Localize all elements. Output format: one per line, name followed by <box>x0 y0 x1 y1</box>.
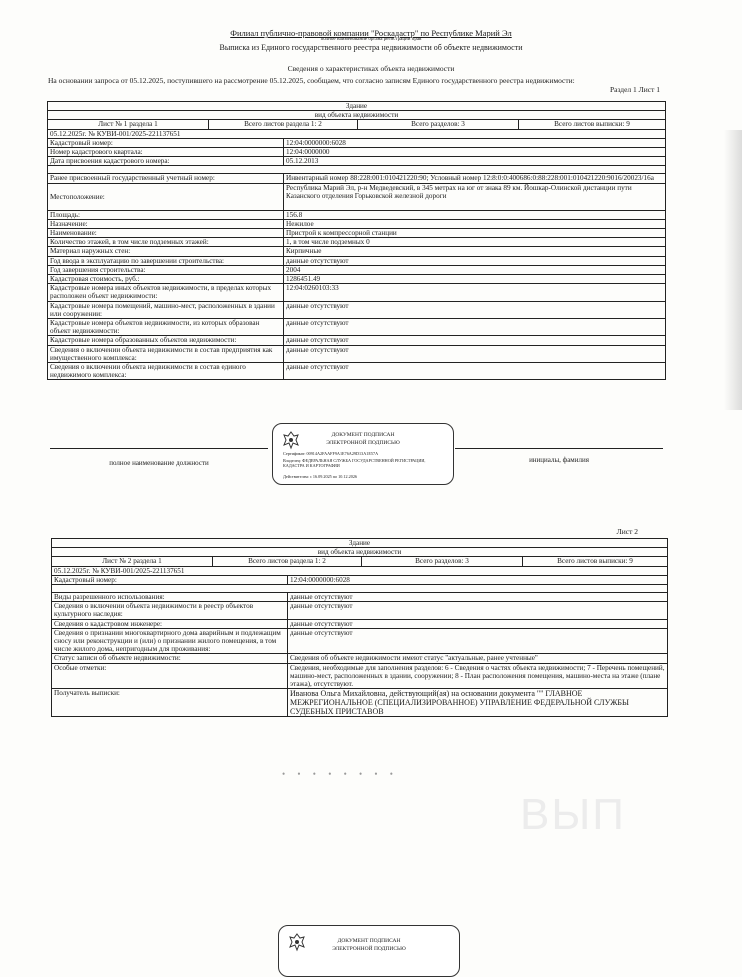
stamp-owner: Владелец: ФЕДЕРАЛЬНАЯ СЛУЖБА ГОСУДАРСТВЕННОЙ РЕГИСТРАЦИИ, КАДАСТРА И КАРТОГРАФИИ <box>283 458 426 468</box>
row-label: Площадь: <box>48 210 284 219</box>
row-label: Год ввода в эксплуатацию по завершении строительства: <box>48 256 284 265</box>
row-value: Пристрой к компрессорной станции <box>284 229 666 238</box>
row-value: данные отсутствуют <box>288 628 668 654</box>
row-label: Сведения о включении объекта недвижимости в реестр объектов культурного наследия: <box>52 602 288 619</box>
row-value: Кирпичные <box>284 247 666 256</box>
row-value: 1, в том числе подземных 0 <box>284 238 666 247</box>
form-table-page2 <box>51 538 668 717</box>
extract-reference: 05.12.2025г. № КУВИ-001/2025-221137651 <box>52 566 668 575</box>
sheet-label-1: Раздел 1 Лист 1 <box>609 85 660 94</box>
row-label: Сведения о признании многоквартирного дома аварийным и подлежащим сносу или реконструкции и (или) о признании жилого помещения, в том числе жилого дома, непригодным для проживания: <box>52 628 288 654</box>
row-value: 12:04:0000000 <box>284 148 666 157</box>
row-value: данные отсутствуют <box>288 619 668 628</box>
row-label: Кадастровый номер: <box>52 575 288 584</box>
row-value: Сведения об объекте недвижимости имеют статус "актуальные, ранее учтенные" <box>288 654 668 663</box>
scan-edge-shadow <box>724 130 742 410</box>
row-value: Сведения, необходимые для заполнения разделов: 6 - Сведения о частях объекта недвижимости; 7 - Перечень помещений, машино-мест, расположенных в здании, сооружении; 8 - План расположения помещения, машино-места на этаже (плане этажа), отсутствуют. <box>288 663 668 689</box>
row-label: Виды разрешенного использования: <box>52 593 288 602</box>
row-label: Наименование: <box>48 229 284 238</box>
row-label: Ранее присвоенный государственный учетный номер: <box>48 174 284 183</box>
signature-position-caption: полное наименование должности <box>109 459 209 467</box>
row-value: данные отсутствуют <box>284 363 666 380</box>
row-value: Инвентарный номер 88:228:001:010421220:90; Условный номер 12:8:0:0:400686:0:88:228:001:010421220:9016/20023/16а <box>284 174 666 183</box>
sheet-info-row <box>48 120 666 129</box>
stamp-line1: ДОКУМЕНТ ПОДПИСАН <box>331 432 395 438</box>
stamp-line1: ДОКУМЕНТ ПОДПИСАН <box>337 938 401 944</box>
row-label: Кадастровые номера иных объектов недвижимости, в пределах которых расположен объект недвижимости: <box>48 284 284 301</box>
object-type: Здание <box>52 539 668 548</box>
total-sheets: Всего листов выписки: 9 <box>554 120 630 129</box>
row-label: Кадастровая стоимость, руб.: <box>48 275 284 284</box>
row-value: Нежилое <box>284 219 666 228</box>
row-value: Иванова Ольга Михайловна, действующий(ая) на основании документа "" ГЛАВНОЕ МЕЖРЕГИОНАЛЬНОЕ (СПЕЦИАЛИЗИРОВАННОЕ) УПРАВЛЕНИЕ ФЕДЕРАЛЬНОЙ СЛУЖБЫ СУДЕБНЫХ ПРИСТАВОВ <box>288 689 668 717</box>
row-value: данные отсутствуют <box>284 345 666 362</box>
row-label: Местоположение: <box>48 183 284 210</box>
stamp-line2: ЭЛЕКТРОННОЙ ПОДПИСЬЮ <box>332 946 406 952</box>
row-value: 12:04:0000000:6028 <box>288 575 668 584</box>
total-sections: Всего разделов: 3 <box>362 557 523 565</box>
object-type: Здание <box>48 102 666 111</box>
row-label: Кадастровые номера образованных объектов недвижимости: <box>48 336 284 345</box>
row-label: Назначение: <box>48 219 284 228</box>
row-value: Республика Марий Эл, р-н Медведевский, в 345 метрах на юг от знака 89 км. Йошкар-Олинской дистанции пути Казанского отделения Горьковской железной дороги <box>284 183 666 210</box>
row-label: Сведения о включении объекта недвижимости в состав предприятия как имущественного комплекса: <box>48 345 284 362</box>
object-type-caption: вид объекта недвижимости <box>48 111 666 120</box>
row-value: данные отсутствуют <box>284 336 666 345</box>
row-label: Кадастровый номер: <box>48 138 284 147</box>
row-label: Сведения о кадастровом инженере: <box>52 619 288 628</box>
row-label: Дата присвоения кадастрового номера: <box>48 157 284 166</box>
faint-watermark: ВЫП <box>520 790 626 839</box>
row-label: Получатель выписки: <box>52 689 288 717</box>
row-value: данные отсутствуют <box>288 602 668 619</box>
sheet-number: Лист № 1 раздела 1 <box>48 120 209 128</box>
sheet-label-2: Лист 2 <box>616 527 638 536</box>
stamp-certificate: Сертификат: 00914A2FAAFF9A1E76A29D13A1E57A <box>283 451 379 456</box>
object-type-caption: вид объекта недвижимости <box>52 548 668 557</box>
row-label: Количество этажей, в том числе подземных этажей: <box>48 238 284 247</box>
org-name: Филиал публично-правовой компании "Роскадастр" по Республике Марий Эл <box>230 28 512 38</box>
org-name-caption: полное наименование органа регистрации прав <box>320 37 422 42</box>
row-value: 1286451.49 <box>284 275 666 284</box>
row-value: данные отсутствуют <box>284 319 666 336</box>
signature-line-right <box>455 448 663 449</box>
row-value: 12:04:0260103:33 <box>284 284 666 301</box>
total-sheets-section: Всего листов раздела 1: 2 <box>213 557 362 565</box>
row-value: 05.12.2013 <box>284 157 666 166</box>
row-value: 2004 <box>284 265 666 274</box>
total-sheets: Всего листов выписки: 9 <box>557 557 633 566</box>
row-value: 12:04:0000000:6028 <box>284 138 666 147</box>
row-label: Кадастровые номера объектов недвижимости, из которых образован объект недвижимости: <box>48 319 284 336</box>
e-signature-stamp <box>272 423 454 485</box>
document-title: Выписка из Единого государственного реестра недвижимости об объекте недвижимости <box>219 43 523 52</box>
sheet-info-row <box>52 557 668 566</box>
intro-text: На основании запроса от 05.12.2025, поступившего на рассмотрение 05.12.2025, сообщаем, что согласно записям Единого государственного реестра недвижимости: <box>48 76 575 85</box>
spacer-row <box>52 585 668 593</box>
row-label: Материал наружных стен: <box>48 247 284 256</box>
row-label: Сведения о включении объекта недвижимости в состав единого недвижимого комплекса: <box>48 363 284 380</box>
decorative-dots: • • • • • • • • <box>282 769 398 779</box>
row-label: Год завершения строительства: <box>48 265 284 274</box>
row-label: Номер кадастрового квартала: <box>48 148 284 157</box>
spacer-row <box>48 166 666 174</box>
sheet-number: Лист № 2 раздела 1 <box>52 557 213 565</box>
row-label: Статус записи об объекте недвижимости: <box>52 654 288 663</box>
signature-name-caption: инициалы, фамилия <box>529 456 589 464</box>
e-signature-stamp-bottom <box>278 925 460 977</box>
row-value: данные отсутствуют <box>284 256 666 265</box>
section-title: Сведения о характеристиках объекта недвижимости <box>287 64 455 73</box>
row-label: Особые отметки: <box>52 663 288 689</box>
row-label: Кадастровые номера помещений, машино-мест, расположенных в здании или сооружении: <box>48 301 284 318</box>
stamp-line2: ЭЛЕКТРОННОЙ ПОДПИСЬЮ <box>326 440 400 446</box>
form-table-page1 <box>47 101 666 380</box>
row-value: данные отсутствуют <box>284 301 666 318</box>
row-value: данные отсутствуют <box>288 593 668 602</box>
extract-reference: 05.12.2025г. № КУВИ-001/2025-221137651 <box>48 129 666 138</box>
total-sections: Всего разделов: 3 <box>358 120 519 128</box>
total-sheets-section: Всего листов раздела 1: 2 <box>209 120 358 128</box>
signature-line-left <box>50 448 268 449</box>
row-value: 156.8 <box>284 210 666 219</box>
stamp-validity: Действителен: с 16.09.2025 по 10.12.2026 <box>283 474 358 479</box>
